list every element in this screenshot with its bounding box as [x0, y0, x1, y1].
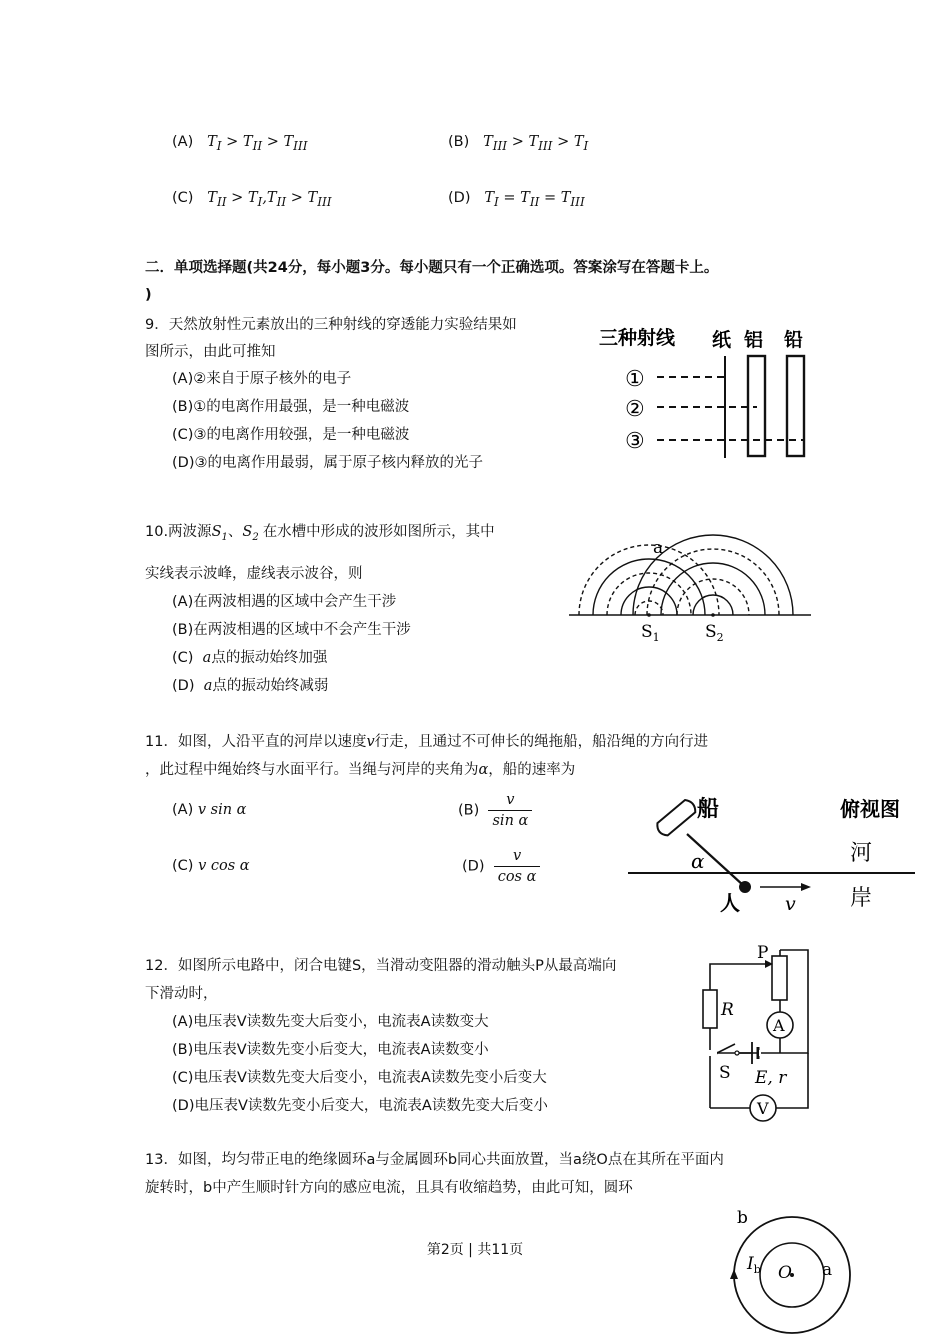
q8-option-b: (B) $T_{III} > T_{III} > T_I$ — [448, 134, 589, 153]
q10-stem: 10.两波源$S_1$、$S_2$ 在水槽中形成的波形如图所示，其中 — [145, 524, 495, 543]
q13-label-b: b — [737, 1208, 748, 1228]
q9-stem: 9．天然放射性元素放出的三种射线的穿透能力实验结果如 — [145, 317, 517, 333]
q9-label-aluminum: 铝 — [744, 329, 764, 351]
section-heading: 二．单项选择题(共24分，每小题3分。每小题只有一个正确选项。答案涂写在答题卡上。 — [145, 260, 719, 276]
q12-stem: 12．如图所示电路中，闭合电键S，当滑动变阻器的滑动触头P从最高端向 — [145, 958, 617, 974]
q12-option-b: (B)电压表V读数先变小后变大，电流表A读数变小 — [172, 1042, 489, 1058]
q9-figure-title: 三种射线 — [599, 327, 676, 349]
q12-option-d: (D)电压表V读数先变小后变大，电流表A读数先变大后变小 — [172, 1098, 548, 1114]
q10-s1-dot — [647, 613, 651, 617]
q11-stem-2: ，此过程中绳始终与水面平行。当绳与河岸的夹角为α，船的速率为 — [145, 762, 576, 778]
q13-current-arrow — [730, 1269, 738, 1279]
q11-bank-label: 岸 — [850, 886, 873, 911]
q12-switch-label: S — [719, 1063, 731, 1083]
q9-ray-2: ② — [625, 397, 645, 422]
q10-s1-trough-1 — [635, 601, 663, 615]
q12-figure — [695, 928, 820, 1133]
q11-arrow-head — [801, 883, 811, 891]
q8-option-a: (A) $T_I > T_{II} > T_{III}$ — [172, 134, 308, 153]
q10-option-a: (A)在两波相遇的区域中会产生干涉 — [172, 594, 397, 610]
q13-label-o: O — [778, 1263, 792, 1283]
q12-resistor-label: R — [721, 1000, 734, 1020]
q12-resistor — [703, 990, 717, 1028]
q10-point-a: a — [653, 538, 664, 558]
q8-option-d-expr: $T_I = T_{II} = T_{III}$ — [484, 190, 585, 209]
q10-s2-dot — [711, 613, 715, 617]
q9-figure — [595, 320, 825, 465]
q9-ray-1: ① — [625, 367, 645, 392]
q8-option-b-expr: $T_{III} > T_{III} > T_I$ — [483, 134, 589, 153]
q11-velocity-label: v — [785, 893, 796, 915]
q12-rheostat — [772, 956, 787, 1000]
q11-view-label: 俯视图 — [840, 797, 900, 821]
q9-option-b: (B)①的电离作用最强，是一种电磁波 — [172, 399, 410, 415]
q8-option-c: (C) $T_{II} > T_I,T_{II} > T_{III}$ — [172, 190, 332, 209]
q8-option-d: (D) $T_I = T_{II} = T_{III}$ — [448, 190, 585, 209]
q12-ammeter-label: A — [773, 1016, 785, 1035]
q12-voltmeter-label: V — [757, 1099, 769, 1118]
q11-option-b: (B) $\frac{v}{\text{sin α}}$ — [458, 790, 532, 831]
q11-person-dot — [739, 881, 751, 893]
q12-slider-label: P — [757, 943, 769, 963]
q11-boat — [654, 798, 698, 838]
q10-option-b: (B)在两波相遇的区域中不会产生干涉 — [172, 622, 411, 638]
q8-option-c-expr: $T_{II} > T_I,T_{II} > T_{III}$ — [207, 190, 332, 209]
q10-s1-trough-2 — [607, 573, 691, 615]
q12-switch-node-2 — [735, 1051, 739, 1055]
q12-option-a: (A)电压表V读数先变大后变小，电流表A读数变大 — [172, 1014, 489, 1030]
q10-s2-crest-1 — [693, 595, 733, 615]
q9-option-d: (D)③的电离作用最弱，属于原子核内释放的光子 — [172, 455, 483, 471]
q11-option-c: (C) v cos α — [172, 858, 250, 874]
q10-stem-2: 实线表示波峰，虚线表示波谷，则 — [145, 566, 363, 582]
q10-s1-label: $S_1$ — [641, 622, 660, 644]
q12-option-c: (C)电压表V读数先变大后变小，电流表A读数先变小后变大 — [172, 1070, 547, 1086]
q9-option-a: (A)②来自于原子核外的电子 — [172, 371, 352, 387]
q13-label-a: a — [822, 1260, 833, 1280]
q9-stem-2: 图所示，由此可推知 — [145, 344, 276, 360]
page-footer: 第2页 | 共11页 — [426, 1242, 524, 1258]
q11-river-label: 河 — [850, 841, 873, 866]
q13-stem: 13．如图，均匀带正电的绝缘圆环a与金属圆环b同心共面放置，当a绕O点在其所在平面内 — [145, 1152, 724, 1168]
q10-figure — [565, 535, 815, 645]
q12-stem-2: 下滑动时， — [145, 986, 218, 1002]
q9-label-lead: 铅 — [784, 329, 804, 351]
q13-figure — [730, 1205, 860, 1340]
q10-option-d: (D) a点的振动始终减弱 — [172, 678, 329, 694]
q10-s1-trough-3 — [579, 545, 719, 615]
q9-label-paper: 纸 — [712, 329, 732, 351]
section-heading-tail: ) — [145, 287, 152, 303]
q11-angle-label: α — [691, 849, 705, 873]
q11-option-d: (D) $\frac{v}{\text{cos α}}$ — [462, 846, 540, 887]
q11-stem: 11．如图，人沿平直的河岸以速度v行走，且通过不可伸长的绳拖船，船沿绳的方向行进 — [145, 734, 709, 750]
q12-battery-label: E, r — [755, 1068, 787, 1088]
q9-option-c: (C)③的电离作用较强，是一种电磁波 — [172, 427, 410, 443]
q11-person-label: 人 — [720, 891, 740, 915]
q12-switch-blade — [717, 1044, 735, 1053]
q10-s2-label: $S_2$ — [705, 622, 724, 644]
q11-boat-label: 船 — [697, 796, 720, 822]
q11-option-a: (A) v sin α — [172, 802, 247, 818]
q11-figure — [625, 790, 920, 915]
q12-slider-wire — [710, 964, 767, 1006]
q10-s2-trough-2 — [647, 549, 779, 615]
q13-current-label: $I_b$ — [747, 1254, 761, 1276]
q13-stem-2: 旋转时，b中产生顺时针方向的感应电流，且具有收缩趋势，由此可知，圆环 — [145, 1180, 633, 1196]
q10-s2-trough-1 — [677, 579, 749, 615]
q9-ray-3: ③ — [625, 429, 645, 454]
q10-option-c: (C) a点的振动始终加强 — [172, 650, 328, 666]
q8-option-a-expr: $T_I > T_{II} > T_{III}$ — [207, 134, 308, 153]
